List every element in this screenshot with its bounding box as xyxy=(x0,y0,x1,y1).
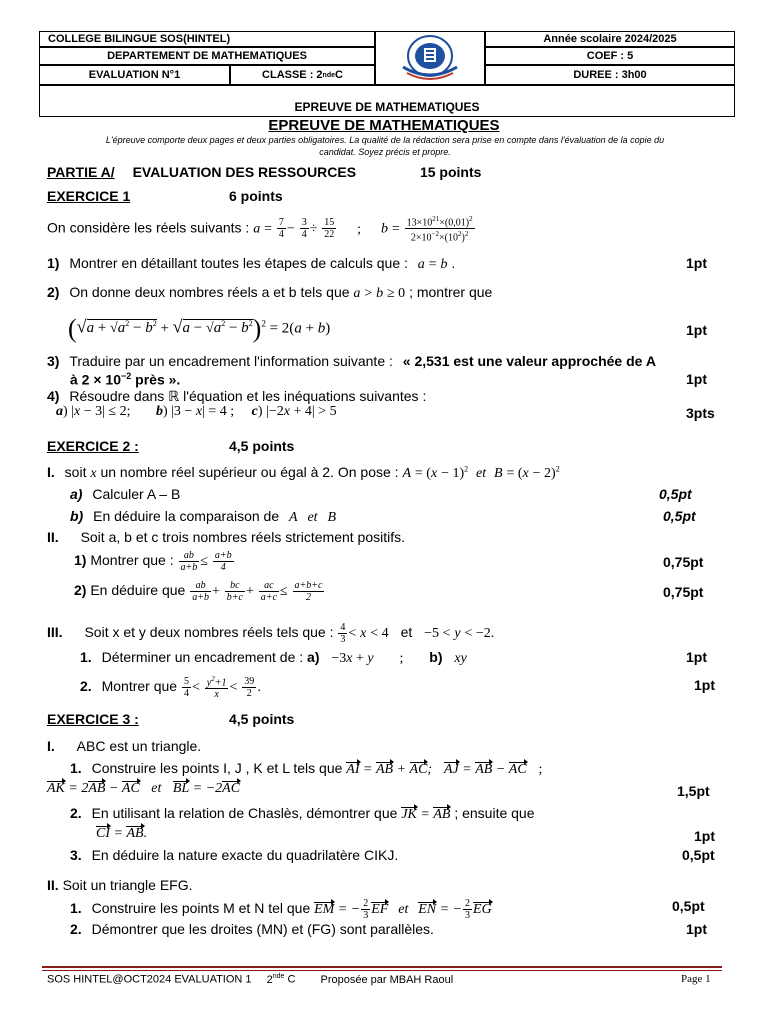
footer-rule-thin xyxy=(42,970,722,971)
ex3-ii2-points: 1pt xyxy=(686,921,707,937)
ex1-q3-cont: à $2 \times 10^{-2}$ près ». xyxy=(70,371,181,388)
ex2-iii2: 2. Montrer que $\frac{5}{4}$ < $\frac{y^2+1}{x}$ < $\frac{39}{2}$ . xyxy=(80,675,262,701)
ex3-i3: 3. En déduire la nature exacte du quadrilatère CIKJ. xyxy=(70,847,399,863)
ex2-heading: EXERCICE 2 : 4,5 points xyxy=(47,438,295,454)
ex3-i3-points: 0,5pt xyxy=(682,847,715,863)
ex1-intro: On considère les réels suivants : a = $\frac{7}{4}$ − $\frac{3}{4}$ ÷ $\frac{15}{22}$ ; b = $\frac{13\times 10^{21}\times(0,01)^2}{2\times 10^{-2}\times(10^2)^2}$ xyxy=(47,215,473,244)
ex1-q4-points: 3pts xyxy=(686,405,715,421)
school-logo-icon xyxy=(399,33,461,83)
header-epreuve-box: EPREUVE DE MATHEMATIQUES xyxy=(39,85,735,117)
header-department: DEPARTEMENT DE MATHEMATIQUES xyxy=(39,47,375,65)
ex3-i2: 2. En utilisant la relation de Chaslès, démontrer que JK = AB ; ensuite que xyxy=(70,805,535,822)
ex3-ii2: 2. Démontrer que les droites (MN) et (FG) sont parallèles. xyxy=(70,921,434,937)
ex3-heading: EXERCICE 3 : 4,5 points xyxy=(47,711,295,727)
footer-page-number: Page 1 xyxy=(681,973,711,985)
ex3-ii: II. Soit un triangle EFG. xyxy=(47,877,193,893)
footer-rule xyxy=(42,966,722,968)
ex3-i1: 1. Construire les points I, J , K et L tels que AI = AB + AC; AJ = AB − AC ; xyxy=(70,760,543,777)
ex3-i2-points: 1pt xyxy=(694,828,715,844)
ex2-ii2-points: 0,75pt xyxy=(663,584,704,600)
header-class: CLASSE : 2 nde C xyxy=(230,65,375,85)
ex1-q1: 1) Montrer en détaillant toutes les étapes de calculs que : a = b . xyxy=(47,255,456,272)
header-evaluation: EVALUATION N°1 xyxy=(39,65,230,85)
ex2-ii1: 1) Montrer que : $\frac{ab}{a+b}$ ≤ $\frac{a+b}{4}$ xyxy=(74,550,232,573)
ex1-q3-points: 1pt xyxy=(686,371,707,387)
page-title: EPREUVE DE MATHEMATIQUES xyxy=(268,117,500,134)
ex2-iii1-points: 1pt xyxy=(686,649,707,665)
header-school: COLLEGE BILINGUE SOS(HINTEL) xyxy=(39,31,375,47)
ex2-iii2-points: 1pt xyxy=(694,677,715,693)
instructions: L'épreuve comporte deux pages et deux parties obligatoires. La qualité de la rédaction sera prise en compte dans l'évaluation de la copie du candidat. Soyez précis et propre. xyxy=(105,135,665,157)
ex2-a-points: 0,5pt xyxy=(659,486,692,502)
ex3-ii1: 1. Construire les points M et N tel que EM = − $\frac{2}{3}$ EF et EN = − $\frac{2}{3}$ EG xyxy=(70,898,492,921)
ex3-ii1-points: 0,5pt xyxy=(672,898,705,914)
ex2-ii2: 2) En déduire que $\frac{ab}{a+b}$ + $\frac{bc}{b+c}$ + $\frac{ac}{a+c}$ ≤ $\frac{a+b+c}{2}$ xyxy=(74,580,323,603)
ex2-b: b) En déduire la comparaison de A et B xyxy=(70,508,337,525)
ex2-a: a) Calculer A – B xyxy=(70,486,181,502)
ex2-iii: III. Soit x et y deux nombres réels tels que : $\frac{4}{3}$ < x < 4 et −5 < y < −2. xyxy=(47,622,495,645)
ex2-ii1-points: 0,75pt xyxy=(663,554,704,570)
ex1-q4-items: a) |x − 3| ≤ 2; b) |3 − x| = 4 ; c) |−2x + 4| > 5 xyxy=(56,404,337,419)
ex1-q2-points: 1pt xyxy=(686,322,707,338)
ex1-q2-formula: $(√a + √a^2 - b^2 + √a - √a^2 - b^2)^2 = 2(a + b)$ xyxy=(68,314,331,343)
ex1-heading: EXERCICE 1 6 points xyxy=(47,188,283,204)
ex1-q4: 4) Résoudre dans ℝ l'équation et les inéquations suivantes : xyxy=(47,388,427,404)
ex1-q1-points: 1pt xyxy=(686,255,707,271)
ex3-i1-points: 1,5pt xyxy=(677,783,710,799)
header-duration: DUREE : 3h00 xyxy=(485,65,735,85)
header-logo-cell xyxy=(375,31,485,85)
header-coef: COEF : 5 xyxy=(485,47,735,65)
ex1-q2: 2) On donne deux nombres réels a et b tels que a > b ≥ 0 ; montrer que xyxy=(47,284,493,301)
header-year: Année scolaire 2024/2025 xyxy=(485,31,735,47)
ex2-b-points: 0,5pt xyxy=(663,508,696,524)
ex1-q3: 3) Traduire par un encadrement l'information suivante : « 2,531 est une valeur approchée de A xyxy=(47,353,656,369)
ex2-iii1: 1. Déterminer un encadrement de : a) −3x + y ; b) xy xyxy=(80,649,467,666)
ex3-i2-cont: CI = AB. xyxy=(96,826,148,841)
ex2-ii: II. Soit a, b et c trois nombres réels strictement positifs. xyxy=(47,529,406,545)
ex3-i: I. ABC est un triangle. xyxy=(47,738,202,754)
ex3-i1-cont: AK = 2AB − AC et BL = −2AC xyxy=(47,781,241,796)
part-a-heading: PARTIE A/ EVALUATION DES RESSOURCES 15 points xyxy=(47,164,482,180)
footer-left: SOS HINTEL@OCT2024 EVALUATION 1 2nde C Proposée par MBAH Raoul xyxy=(47,973,454,986)
ex2-i: I. soit x un nombre réel supérieur ou égal à 2. On pose : $A = (x - 1)^2$ et $B = (x - 2)^2$ xyxy=(47,464,560,481)
